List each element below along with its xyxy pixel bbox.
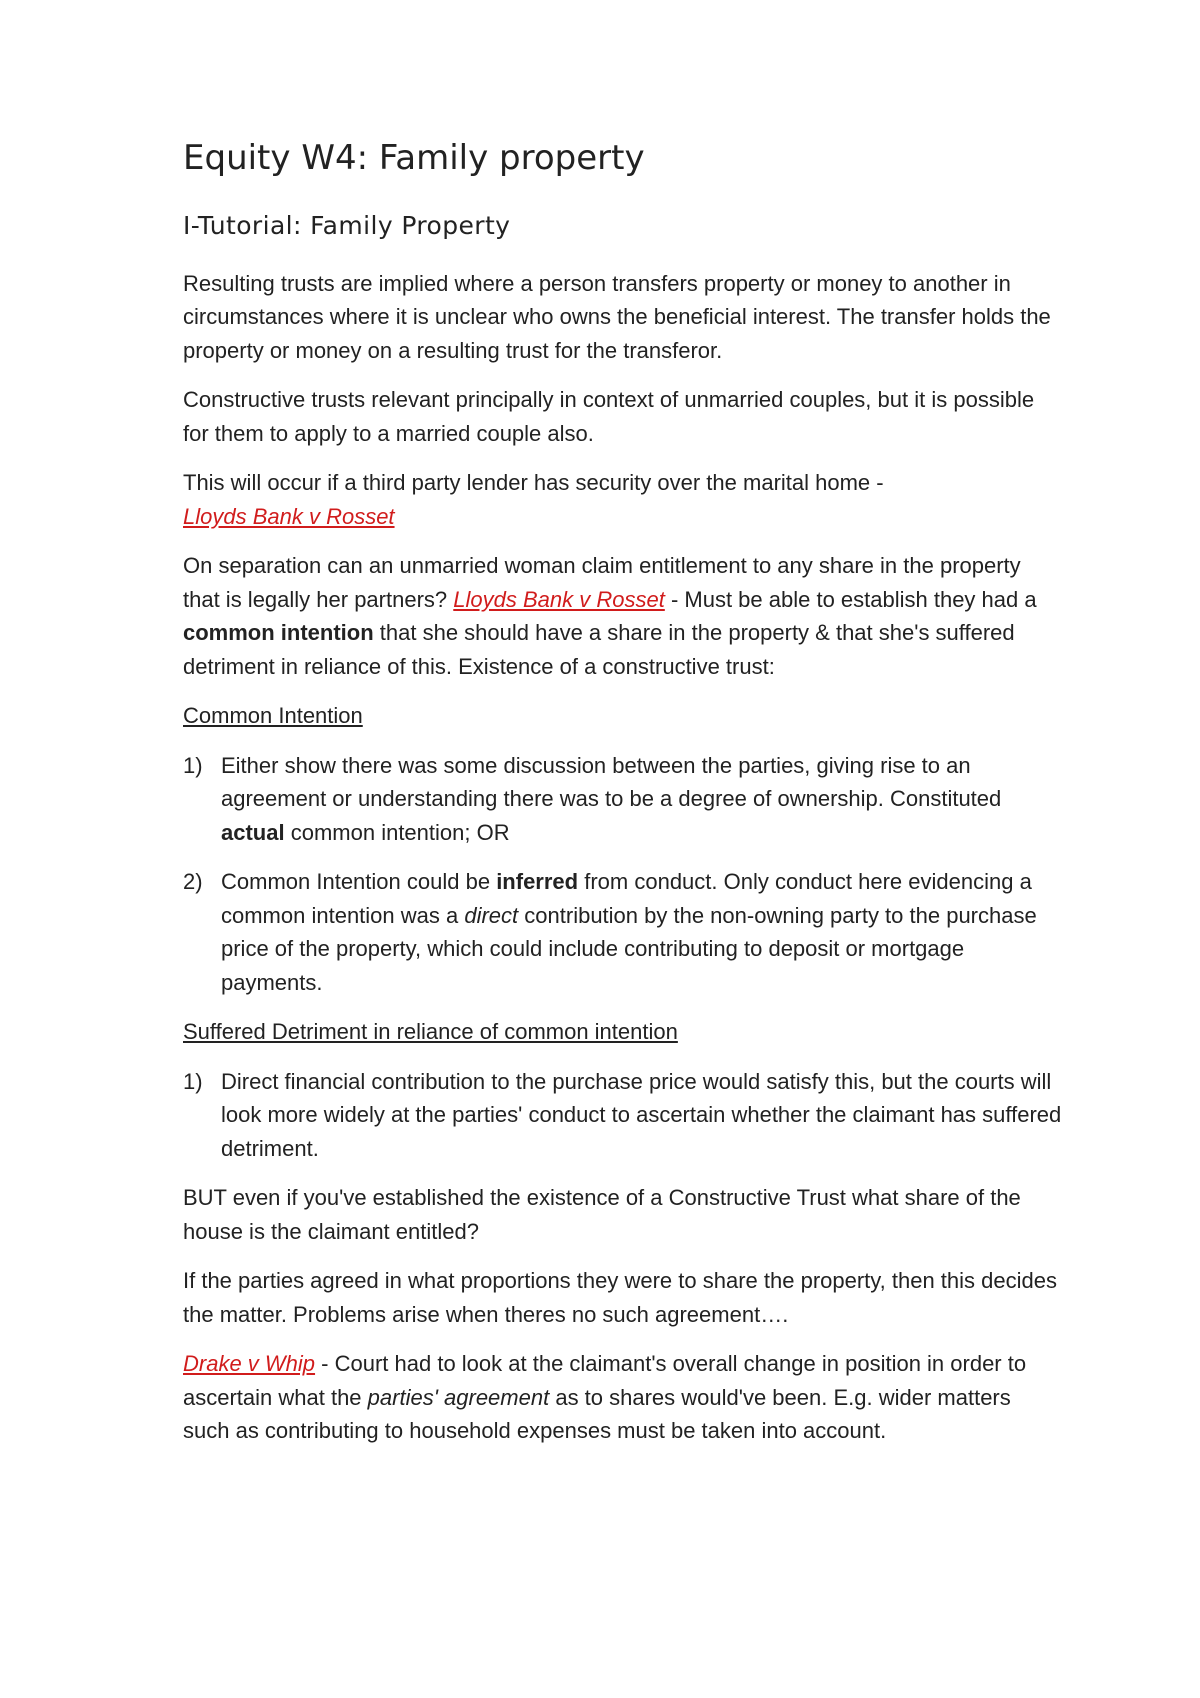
italic-term: parties' agreement — [367, 1384, 550, 1410]
list-number: 1) — [183, 752, 203, 778]
paragraph-text: - Must be able to establish they had a — [670, 586, 1037, 612]
document-page — [183, 138, 1063, 1464]
list-item — [183, 865, 1063, 999]
list-text: contribution by the non-owning party to the purchase price of the property, which could include contributing to deposit or mortgage payments. — [221, 902, 1037, 995]
case-link-lloyds-bank[interactable]: Lloyds Bank v Rosset — [453, 586, 665, 612]
italic-term: direct — [464, 902, 519, 928]
common-intention-list — [183, 749, 1063, 1000]
bold-term: inferred — [496, 869, 579, 895]
paragraph-text: On separation can an unmarried woman claim entitlement to any share in the property that is legally her partners? — [183, 553, 1021, 612]
list-text: Common Intention could be — [221, 869, 491, 895]
document-title: Equity W4: Family property — [183, 138, 645, 178]
list-number: 2) — [183, 869, 203, 895]
case-link-drake-v-whip[interactable]: Drake v Whip — [183, 1351, 316, 1377]
bold-term: common intention — [183, 620, 374, 646]
list-text: Either show there was some discussion between the parties, giving rise to an agreement or understanding there was to be a degree of ownership. Constituted — [221, 752, 1002, 812]
paragraph-text: that she should have a share in the property & that she's suffered detriment in reliance of this. Existence of a constructive trust: — [183, 620, 1015, 679]
document-subtitle: I-Tutorial: Family Property — [183, 210, 511, 240]
list-item — [183, 1065, 1063, 1166]
list-text: Direct financial contribution to the purchase price would satisfy this, but the courts will look more widely at the parties' conduct to ascertain whether the claimant has suffered detriment. — [221, 1068, 1062, 1161]
paragraph-third-party-lender — [183, 466, 1063, 533]
list-item — [183, 749, 1063, 850]
paragraph-proportions: If the parties agreed in what proportions they were to share the property, then this decides the matter. Problems arise when theres no such agreement…. — [183, 1268, 1057, 1327]
section-heading-suffered-detriment: Suffered Detriment in reliance of common intention — [183, 1019, 678, 1045]
section-heading-common-intention: Common Intention — [183, 703, 363, 729]
list-text: from conduct. Only conduct here evidencing a common intention was a — [221, 869, 1032, 928]
paragraph-drake-v-whip — [183, 1347, 1063, 1448]
suffered-detriment-list — [183, 1065, 1063, 1166]
paragraph-resulting-trusts: Resulting trusts are implied where a person transfers property or money to another in circumstances where it is unclear who owns the beneficial interest. The transfer holds the property or money on a resulting trust for the transferor. — [183, 270, 1051, 363]
list-number: 1) — [183, 1068, 203, 1094]
paragraph-separation — [183, 549, 1063, 683]
bold-term: actual — [221, 819, 285, 845]
paragraph-text: This will occur if a third party lender has security over the marital home - — [183, 470, 884, 496]
paragraph-constructive-trusts: Constructive trusts relevant principally in context of unmarried couples, but it is possible for them to apply to a married couple also. — [183, 387, 1035, 446]
paragraph-text: as to shares would've been. E.g. wider matters such as contributing to household expenses must be taken into account. — [183, 1384, 1011, 1444]
list-text: common intention; OR — [290, 819, 510, 845]
case-link-lloyds-bank[interactable]: Lloyds Bank v Rosset — [183, 503, 395, 529]
paragraph-text: - Court had to look at the claimant's overall change in position in order to ascertain what the — [183, 1351, 1027, 1410]
paragraph-share-question: BUT even if you've established the existence of a Constructive Trust what share of the house is the claimant entitled? — [183, 1185, 1021, 1244]
